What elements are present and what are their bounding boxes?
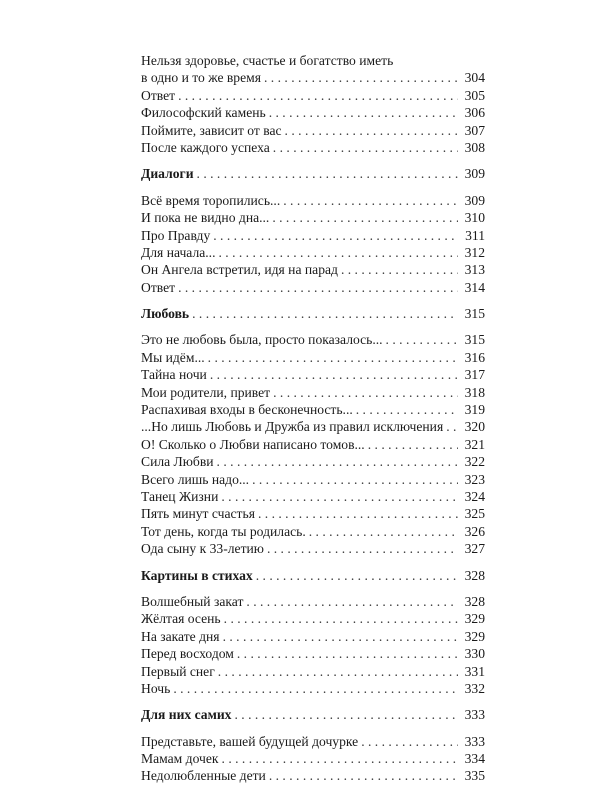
toc-entry [141,767,485,784]
entry-title: Первый снег [141,663,215,679]
entry-page-number: 308 [464,139,485,155]
toc-entry [141,750,485,767]
dot-leader [213,227,458,244]
entry-title: Представьте, вашей будущей дочурке [141,733,359,749]
dot-leader [267,540,458,557]
toc-entry [141,87,485,104]
toc-entry [141,645,485,662]
entry-title: После каждого успеха [141,139,270,155]
toc-block [141,331,485,557]
entry-title: Для начала... [141,244,216,260]
entry-page-number: 305 [464,87,485,103]
dot-leader [178,87,458,104]
entry-page-number: 313 [464,262,485,278]
entry-title: Ответ [141,87,176,103]
entry-page-number: 312 [464,244,485,260]
entry-title: Ода сыну к 33-летию [141,541,264,557]
entry-page-number: 318 [464,384,485,400]
entry-title: Сила Любви [141,454,214,470]
toc-entry [141,366,485,383]
dot-leader [264,69,458,86]
toc-entry [141,384,485,401]
dot-leader [256,567,458,584]
entry-title: Жёлтая осень [141,611,221,627]
dot-leader [252,471,458,488]
entry-title: ...Но лишь Любовь и Дружба из правил исключения [141,419,444,435]
section-page-number: 328 [464,567,485,583]
entry-page-number: 321 [464,436,485,452]
toc-entry [141,488,485,505]
toc-block [141,593,485,697]
dot-leader [192,305,458,322]
entry-page-number: 310 [464,210,485,226]
entry-title: Поймите, зависит от вас [141,122,282,138]
entry-title: Мамам дочек [141,751,219,767]
dot-leader [224,610,458,627]
toc-entry [141,401,485,418]
toc-entry [141,349,485,366]
toc-block [141,733,485,785]
entry-page-number: 333 [464,733,485,749]
entry-page-number: 307 [464,122,485,138]
entry-title: И пока не видно дна... [141,210,270,226]
toc-entry [141,453,485,470]
dot-leader [269,104,458,121]
entry-title: Всего лишь надо... [141,471,250,487]
dot-leader [197,165,458,182]
entry-page-number: 327 [464,541,485,557]
entry-title: Тот день, когда ты родилась. [141,523,306,539]
dot-leader [218,663,458,680]
section-page-number: 333 [464,707,485,723]
entry-page-number: 315 [464,332,485,348]
toc-entry [141,227,485,244]
toc-section-heading [141,165,485,182]
toc-entry [141,331,485,348]
dot-leader [178,279,458,296]
section-title: Для них самих [141,707,232,723]
entry-title: в одно и то же время [141,70,261,86]
dot-leader [210,366,458,383]
entry-page-number: 309 [464,192,485,208]
entry-page-number: 311 [465,227,485,243]
toc-block [141,69,485,156]
entry-title: Философский камень [141,105,266,121]
toc-entry [141,139,485,156]
dot-leader [283,192,458,209]
entry-page-number: 319 [464,402,485,418]
dot-leader [221,488,458,505]
entry-page-number: 306 [464,105,485,121]
entry-page-number: 330 [464,646,485,662]
dot-leader [356,401,458,418]
entry-title: Это не любовь была, просто показалось... [141,332,383,348]
toc-entry [141,279,485,296]
entry-page-number: 331 [464,663,485,679]
dot-leader [222,750,458,767]
entry-title: На закате дня [141,628,220,644]
toc-entry [141,261,485,278]
dot-leader [173,680,458,697]
table-of-contents [141,52,485,785]
dot-leader [386,331,458,348]
dot-leader [246,593,458,610]
entry-title: Ответ [141,279,176,295]
entry-title: Мои родители, привет [141,384,271,400]
entry-title: Распахивая входы в бесконечность... [141,402,353,418]
toc-entry [141,628,485,645]
section-title: Диалоги [141,166,194,182]
entry-page-number: 334 [464,751,485,767]
dot-leader [218,244,458,261]
entry-page-number: 323 [464,471,485,487]
dot-leader [341,261,458,278]
toc-section-heading [141,706,485,723]
section-title: Любовь [141,306,190,322]
entry-page-number: 316 [464,349,485,365]
toc-block [141,192,485,296]
dot-leader [234,706,458,723]
entry-page-number: 335 [464,768,485,784]
section-page-number: 315 [464,306,485,322]
toc-entry [141,192,485,209]
entry-title: Мы идём... [141,349,205,365]
dot-leader [223,628,458,645]
section-title: Картины в стихах [141,567,253,583]
dot-leader [285,122,458,139]
toc-entry [141,104,485,121]
dot-leader [258,505,458,522]
entry-page-number: 320 [464,419,485,435]
entry-page-number: 304 [464,70,485,86]
dot-leader [217,453,458,470]
toc-section-heading [141,305,485,322]
entry-page-number: 329 [464,611,485,627]
toc-entry [141,593,485,610]
entry-page-number: 317 [464,367,485,383]
dot-leader [361,733,458,750]
section-page-number: 309 [464,166,485,182]
entry-title: Недолюбленные дети [141,768,266,784]
entry-page-number: 328 [464,593,485,609]
dot-leader [272,209,458,226]
toc-entry [141,244,485,261]
toc-entry [141,436,485,453]
dot-leader [269,767,458,784]
entry-page-number: 324 [464,488,485,504]
entry-title: Танец Жизни [141,488,219,504]
toc-entry [141,610,485,627]
entry-title: О! Сколько о Любви написано томов... [141,436,365,452]
toc-entry [141,680,485,697]
entry-page-number: 326 [464,523,485,539]
toc-entry [141,663,485,680]
dot-leader [237,645,458,662]
entry-page-number: 314 [464,279,485,295]
dot-leader [368,436,458,453]
entry-page-number: 329 [464,628,485,644]
toc-entry-title-line: Нельзя здоровье, счастье и богатство иметь [141,53,394,68]
entry-title: Ночь [141,680,171,696]
toc-entry [141,471,485,488]
dot-leader [309,523,458,540]
entry-title: Волшебный закат [141,593,244,609]
entry-page-number: 322 [464,454,485,470]
entry-title: Всё время торопились... [141,192,281,208]
entry-title: Тайна ночи [141,367,207,383]
toc-entry [141,122,485,139]
toc-entry [141,505,485,522]
entry-title: Про Правду [141,227,211,243]
toc-entry [141,523,485,540]
toc-entry [141,209,485,226]
dot-leader [273,139,458,156]
toc-entry [141,69,485,86]
dot-leader [208,349,458,366]
entry-title: Пять минут счастья [141,506,255,522]
toc-section-heading [141,567,485,584]
entry-page-number: 332 [464,680,485,696]
entry-page-number: 325 [464,506,485,522]
toc-entry [141,733,485,750]
toc-entry [141,418,485,435]
toc-entry [141,540,485,557]
dot-leader [273,384,458,401]
entry-title: Перед восходом [141,646,234,662]
dot-leader [446,418,458,435]
entry-title: Он Ангела встретил, идя на парад [141,262,338,278]
